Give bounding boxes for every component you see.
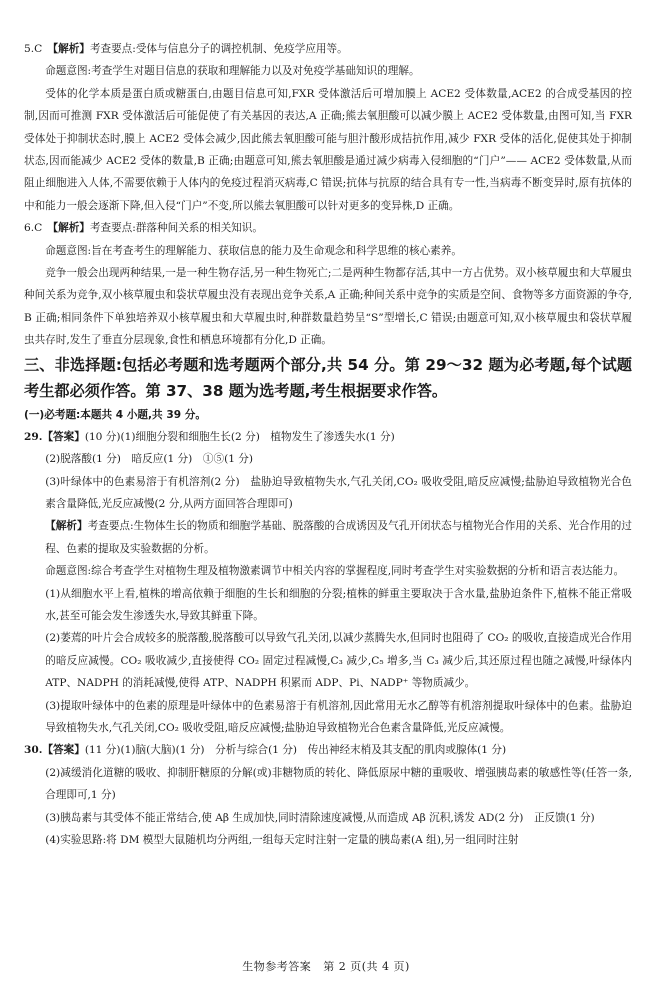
q29-points: 考查要点:生物体生长的物质和细胞学基础、脱落酸的合成诱因及气孔开闭状态与植物光合作用的关系、光合作用的过程、色素的提取及实验数据的分析。 <box>45 520 632 555</box>
q5-points: 考查要点:受体与信息分子的调控机制、免疫学应用等。 <box>89 43 348 55</box>
section-three-subtitle: (一)必考题:本题共 4 小题,共 39 分。 <box>24 408 206 421</box>
q30-answer-tag: 【答案】 <box>42 744 85 757</box>
q29-points-line <box>24 515 632 560</box>
page-footer <box>0 958 652 974</box>
q30-answer-4: (4)实验思路:将 DM 模型大鼠随机均分两组,一组每天定时注射一定量的胰岛素(A 组),另一组同时注射 <box>45 834 519 846</box>
q29-answer-tag: 【答案】 <box>42 430 85 443</box>
q6-intent: 命题意图:旨在考查考生的理解能力、获取信息的能力及生命观念和科学思维的核心素养。 <box>45 244 462 257</box>
q5-body: 受体的化学本质是蛋白质或糖蛋白,由题目信息可知,FXR 受体激活后可增加膜上 ACE2 受体数量,ACE2 的合成受基因的控制,因而可推测 FXR 受体激活后可能促使了有关基因的表达,A 正确;熊去氧胆酸可以减少膜上 ACE2 受体数量,由图可知,当 FXR 受体处于抑制状态时,膜上 ACE2 受体会减少,因此熊去氧胆酸可能与胆汁酸形成拮抗作用,减少 FXR 受体的活化,促使其处于抑制状态,因而能减少 ACE2 受体的数量,B 正确;由题意可知,熊去氧胆酸是通过减少病毒入侵细胞的“门户”—— ACE2 受体数量,从而阻止细胞进入人体,不需要依赖于人体内的免疫过程消灭病毒,C 错误;抗体与抗原的结合具有专一性,当病毒不断变异时,原有抗体的中和能力一般会逐渐下降,但入侵“门户”不变,所以熊去氧胆酸可以针对更多的变异株,D 正确。 <box>24 87 632 212</box>
q29-analysis-tag: 【解析】 <box>45 520 88 533</box>
q5-analysis-tag: 【解析】 <box>52 43 90 55</box>
q29-answer-line-1 <box>24 426 632 448</box>
q30-answer-line-1 <box>24 739 632 761</box>
q6-analysis-tag: 【解析】 <box>52 222 90 235</box>
q6-number: 6.C <box>24 222 43 235</box>
q30-answer-2: (2)减缓消化道糖的吸收、抑制肝糖原的分解(或)非糖物质的转化、降低原尿中糖的重吸收、增强胰岛素的敏感性等(任答一条,合理即可,1 分) <box>45 766 632 802</box>
q5-intent: 命题意图:考查学生对题目信息的获取和理解能力以及对免疫学基础知识的理解。 <box>45 65 420 78</box>
q29-answer-3: (3)叶绿体中的色素易溶于有机溶剂(2 分) 盐胁迫导致植物失水,气孔关闭,CO₂ 吸收受阻,暗反应减慢;盐胁迫导致植物光合色素含量降低,光反应减慢(2 分,从两方面回答合理即可) <box>45 475 632 510</box>
q29-explain-2: (2)萎蔫的叶片会合成较多的脱落酸,脱落酸可以导致气孔关闭,以减少蒸腾失水,但同时也阻碍了 CO₂ 的吸收,直接造成光合作用的暗反应减慢。CO₂ 吸收减少,直接使得 CO₂ 固定过程减慢,C₃ 减少,C₅ 增多,当 C₃ 减少后,其还原过程也随之减慢,叶绿体内 ATP、NADPH 的消耗减慢,使得 ATP、NADPH 积累而 ADP、Pi、NADP⁺ 等物质减少。 <box>45 632 632 690</box>
q5-header <box>24 38 632 60</box>
q6-points: 考查要点:群落种间关系的相关知识。 <box>89 222 263 235</box>
q29-intent: 命题意图:综合考查学生对植物生理及植物激素调节中相关内容的掌握程度,同时考查学生对实验数据的分析和语言表达能力。 <box>45 565 625 578</box>
q29-answer-2: (2)脱落酸(1 分) 暗反应(1 分) ①⑤(1 分) <box>45 453 254 466</box>
q29-explain-3: (3)提取叶绿体中的色素的原理是叶绿体中的色素易溶于有机溶剂,因此常用无水乙醇等有机溶剂提取叶绿体中的色素。盐胁迫导致植物失水,气孔关闭,CO₂ 吸收受阻,暗反应减慢;盐胁迫导致植物光合色素含量降低,光反应减慢。 <box>45 699 632 734</box>
q6-body: 竞争一般会出现两种结果,一是一种生物存活,另一种生物死亡;二是两种生物都存活,其中一方占优势。双小核草履虫和大草履虫种间关系为竞争,双小核草履虫和袋状草履虫没有表现出竞争关系,A 正确;种间关系中竞争的实质是空间、食物等多方面资源的争夺,B 正确;相同条件下单独培养双小核草履虫和大草履虫时,种群数量趋势呈“S”型增长,C 错误;由题意可知,双小核草履虫和袋状草履虫共存时,发生了垂直分层现象,食性和栖息环境都有分化,D 正确。 <box>24 267 632 347</box>
q29-answer-1: (10 分)(1)细胞分裂和细胞生长(2 分) 植物发生了渗透失水(1 分) <box>84 430 395 443</box>
footer-page-number: 第 2 页(共 4 页) <box>323 960 410 973</box>
footer-subject: 生物参考答案 <box>242 960 312 973</box>
q30-number: 30. <box>24 744 43 757</box>
q29-explain-1: (1)从细胞水平上看,植株的增高依赖于细胞的生长和细胞的分裂;植株的鲜重主要取决于含水量,盐胁迫条件下,植株不能正常吸水,甚至可能会发生渗透失水,导致其鲜重下降。 <box>45 587 632 622</box>
q29-number: 29. <box>24 430 43 443</box>
section-three-title: 三、非选择题:包括必考题和选考题两个部分,共 54 分。第 29～32 题为必考题,每个试题考生都必须作答。第 37、38 题为选考题,考生根据要求作答。 <box>24 355 632 400</box>
q6-header <box>24 217 632 239</box>
q30-answer-1: (11 分)(1)脑(大脑)(1 分) 分析与综合(1 分) 传出神经末梢及其支配的肌肉或腺体(1 分) <box>84 744 507 757</box>
q5-number: 5.C <box>24 43 43 55</box>
q30-answer-3: (3)胰岛素与其受体不能正常结合,使 Aβ 生成加快,同时清除速度减慢,从而造成 Aβ 沉积,诱发 AD(2 分) 正反馈(1 分) <box>45 811 595 824</box>
